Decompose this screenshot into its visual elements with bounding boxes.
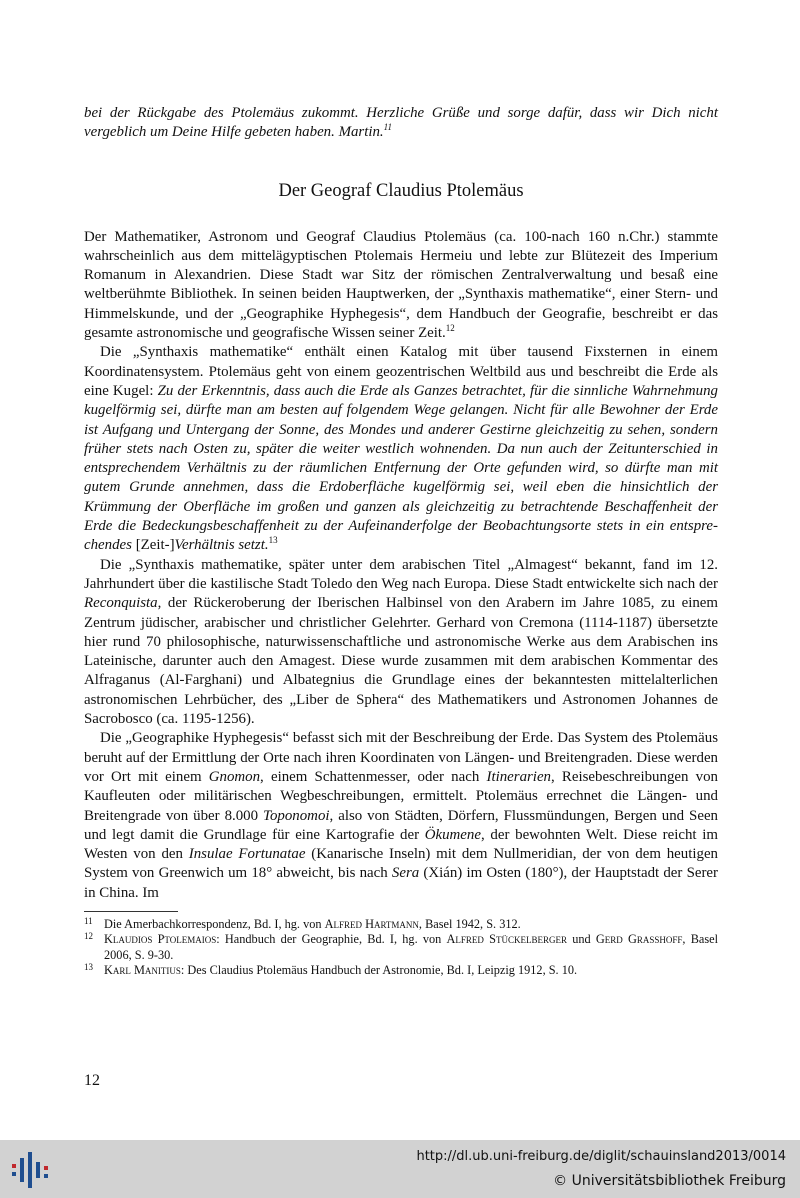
editor-name: Gerd Grasshoff xyxy=(595,932,683,947)
paragraph-4-text-i: , der bewohnten Welt. Diese reicht im Westen von den xyxy=(84,826,718,863)
footnote-11-pre: Die Amerbachkorrespondenz, Bd. I, hg. von xyxy=(104,916,325,931)
paragraph-4-text-g: , also von Städten, Dörfern, Flussmündungen, Bergen und Seen und legt damit die Grundlage für eine Kartografie der xyxy=(84,807,718,843)
page-number: 12 xyxy=(84,1072,100,1089)
paragraph-3 xyxy=(84,556,718,730)
footnote-12-mid: : Handbuch der Geographie, Bd. I, hg. von xyxy=(216,932,447,947)
footnote-number: 12 xyxy=(84,931,93,942)
footnote-12-mid2: und xyxy=(567,932,596,947)
term-reconquista: Reconquista xyxy=(84,595,158,612)
paragraph-2-lead: Die „Synthaxis mathematike“ enthält einen Katalog mit über tausend Fixsternen in einem Koordinatensystem. Ptolemäus geht von einem geozentrischen Weltbild aus und beschreibt die Erde als eine Kugel: xyxy=(84,344,718,399)
section-heading: Der Geograf Claudius Ptolemäus xyxy=(278,180,524,201)
paragraph-4-text-e: , Reisebeschreibungen von Kaufleuten oder militärischen Wegbeschreibungen, ermittelt. Ptolemäus errechnet die Längen- und Breitengrade von über 8.000 xyxy=(84,768,718,824)
footnote-12-post: , Basel 2006, S. 9-30. xyxy=(104,932,719,962)
footnote-13 xyxy=(84,963,718,978)
paragraph-4-text-c: , einem Schattenmesser, oder nach xyxy=(260,768,487,785)
footnote-12 xyxy=(84,932,718,963)
footnote-text xyxy=(104,932,718,963)
intro-paragraph xyxy=(84,104,718,143)
editor-name: Alfred Stückelberger xyxy=(446,932,567,947)
term-insulae-fortunatae: Insulae Fortunatae xyxy=(188,846,306,863)
author-name: Alfred Hartmann xyxy=(324,916,419,931)
copyright-notice: © Universitätsbibliothek Freiburg xyxy=(553,1173,786,1189)
paragraph-4-text-a: Die „Geographike Hyphegesis“ befasst sich mit der Beschreibung der Erde. Das System des Ptolemäus beruht auf der Ermittlung der Orte nach ihren Koordinaten von Längen- und Breitengraden. Diese werden vor Ort mit einem xyxy=(84,730,718,785)
ptolemy-quote: Zu der Erkenntnis, dass auch die Erde als Ganzes betrachtet, für die sinnliche Wahrnehmung kugelförmig sei, dürfte man am besten auf folgendem Wege gelangen. Nicht für alle Bewohner der Erde ist Aufgang und Untergang der Sonne, des Mondes und anderer Gestirne gleichzeitig zu sehen, sondern früher stets nach Osten zu, später die weiter westlich wohnenden. Da nun auch der Zeitunterschied in entsprechendem Verhältnis zu der räumlichen Entfernung der Orte gefunden wird, so dürfte man mit gutem Grunde annehmen, dass die Erdoberfläche kugelförmig sei, weil eben die hinsichtlich der Krümmung der Oberfläche im großen und ganzen als gleichzeitig zu betrachtende Beschaffenheit der Erde die Bedeckungsbeschaffenheit zu der Aufeinanderfolge der Beobachtungsorte stets in ein entsprechendes xyxy=(84,382,719,554)
ub-freiburg-logo-icon[interactable] xyxy=(10,1148,54,1192)
term-oekumene: Ökumene xyxy=(424,826,481,843)
footnote-text xyxy=(104,917,718,932)
footnote-divider xyxy=(84,911,178,912)
paragraph-3-text-c: , der Rückeroberung der Iberischen Halbinsel von den Arabern im Jahre 1085, zu einem Zentrum jüdischer, arabischer und christlicher Gelehrter. Gerhard von Cremona (1114-1187) übersetzte hier rund 70 philosophische, naturwissenschaftliche und astronomische Werke aus dem Arabischen ins Lateinische, darunter auch den Amagest. Diese wurde zusammen mit dem arabischen Kommentar des Alfraganus (Al-Farghani) und Albategnius die Grundlage eines der bekanntesten mittelalterlichen astronomischen Lehrbücher, des „Liber de Sphera“ des Mathematikers und Astronomen Johannes de Sacrobosco (ca. 1195-1256). xyxy=(84,595,718,728)
footnote-13-post: : Des Claudius Ptolemäus Handbuch der Astronomie, Bd. I, Leipzig 1912, S. 10. xyxy=(180,962,578,977)
footnote-number: 11 xyxy=(84,915,93,926)
footnote-number: 13 xyxy=(84,961,93,972)
author-name: Karl Manitius xyxy=(104,962,181,977)
term-toponomoi: Toponomoi xyxy=(263,807,330,824)
footnote-11-post: , Basel 1942, S. 312. xyxy=(418,916,521,931)
footer-bar xyxy=(0,1140,800,1198)
footnote-ref-12[interactable]: 12 xyxy=(445,323,455,334)
footnote-text xyxy=(104,963,718,978)
term-itinerarien: Itinerarien xyxy=(486,768,551,785)
paragraph-3-text-a: Die „Synthaxis mathematike, später unter dem arabischen Titel „Almagest“ bekannt, fand im 12. Jahrhundert über die kastilische Stadt Toledo den Weg nach Europa. Diese Stadt entwickelte sich nach der xyxy=(84,556,718,592)
footnote-11 xyxy=(84,917,718,932)
page-body xyxy=(84,104,718,978)
intro-text: bei der Rückgabe des Ptolemäus zukommt. Herzliche Grüße und sorge dafür, dass wir Dich nicht vergeblich um Deine Hilfe gebeten haben. Martin. xyxy=(84,105,718,141)
paragraph-4 xyxy=(84,729,718,903)
paragraph-2 xyxy=(84,343,718,555)
term-gnomon: Gnomon xyxy=(208,768,261,785)
paragraph-1-text: Der Mathematiker, Astronom und Geograf Claudius Ptolemäus (ca. 100-nach 160 n.Chr.) stammte wahrscheinlich aus dem mittelägyptischen Ptolemais Hermeiu und lebte zur Blütezeit des Imperium Romanum in Alexandrien. Diese Stadt war Sitz der römischen Zentralverwaltung und besaß eine weltberühmte Bibliothek. In seinen beiden Hauptwerken, der „Synthaxis mathematike“, einer Stern- und Himmelskunde, und der „Geographike Hyphegesis“, dem Handbuch der Geografie, beschreibt er das gesamte astronomische und geografische Wissen seiner Zeit. xyxy=(84,228,718,342)
paragraph-4-text-k: (Kanarische Inseln) mit dem Nullmeridian, der von dem heutigen System von Greenwich um 18° abweicht, bis nach xyxy=(84,846,718,882)
paragraph-4-text-m: (Xián) im Osten (180°), der Hauptstadt der Serer in China. Im xyxy=(84,865,718,901)
footnote-ref-13[interactable]: 13 xyxy=(268,535,278,546)
author-name: Klaudios Ptolemaios xyxy=(104,932,217,947)
paragraph-1 xyxy=(84,228,718,344)
footnote-ref-11[interactable]: 11 xyxy=(383,122,392,133)
term-sera: Sera xyxy=(391,865,420,882)
quote-insertion: [Zeit-] xyxy=(135,537,175,554)
ptolemy-quote-end: Verhältnis setzt. xyxy=(174,537,269,554)
document-url-link[interactable]: http://dl.ub.uni-freiburg.de/diglit/schauinsland2013/0014 xyxy=(416,1149,786,1164)
